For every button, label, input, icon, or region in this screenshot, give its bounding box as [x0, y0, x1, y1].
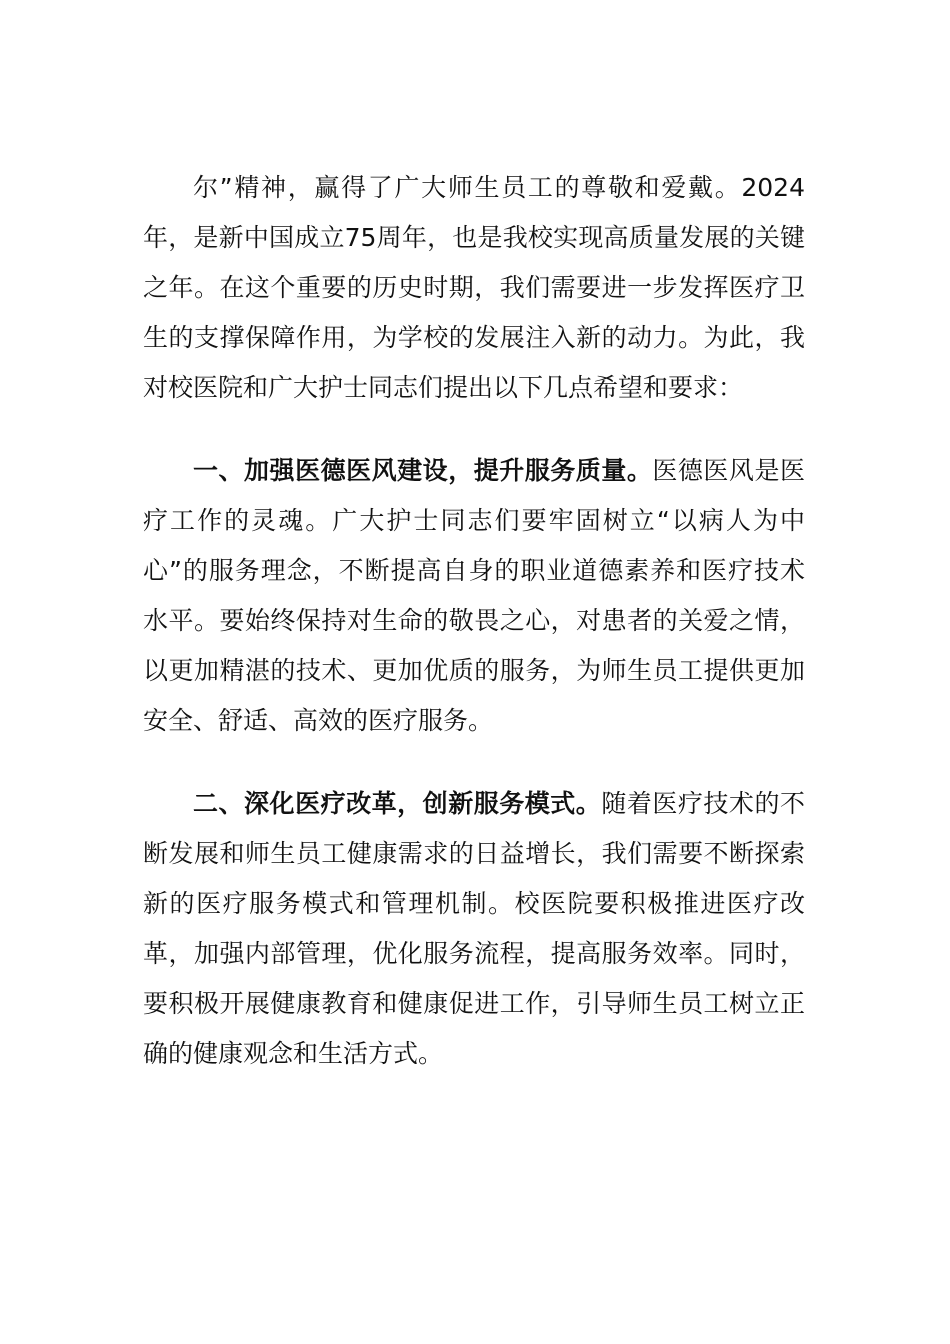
- intro-text: 尔”精神，赢得了广大师生员工的尊敬和爱戴。2024年，是新中国成立75周年，也是我校实现高质量发展的关键之年。在这个重要的历史时期，我们需要进一步发挥医疗卫生的支撑保障作用，为学校的发展注入新的动力。为此，我对校医院和广大护士同志们提出以下几点希望和要求：: [143, 173, 805, 402]
- point-one-text: 医德医风是医疗工作的灵魂。广大护士同志们要牢固树立“以病人为中心”的服务理念，不断提高自身的职业道德素养和医疗技术水平。要始终保持对生命的敬畏之心，对患者的关爱之情，以更加精湛的技术、更加优质的服务，为师生员工提供更加安全、舒适、高效的医疗服务。: [143, 456, 805, 735]
- point-one-paragraph: [143, 446, 805, 746]
- point-two-heading: 二、深化医疗改革，创新服务模式。: [193, 789, 602, 818]
- paragraph-spacer: [143, 413, 805, 446]
- point-two-text: 随着医疗技术的不断发展和师生员工健康需求的日益增长，我们需要不断探索新的医疗服务模式和管理机制。校医院要积极推进医疗改革，加强内部管理，优化服务流程，提高服务效率。同时，要积极开展健康教育和健康促进工作，引导师生员工树立正确的健康观念和生活方式。: [143, 789, 805, 1068]
- document-body: [143, 163, 805, 1079]
- intro-paragraph: [143, 163, 805, 413]
- point-one-heading: 一、加强医德医风建设，提升服务质量。: [193, 456, 653, 485]
- paragraph-spacer: [143, 746, 805, 779]
- point-two-paragraph: [143, 779, 805, 1079]
